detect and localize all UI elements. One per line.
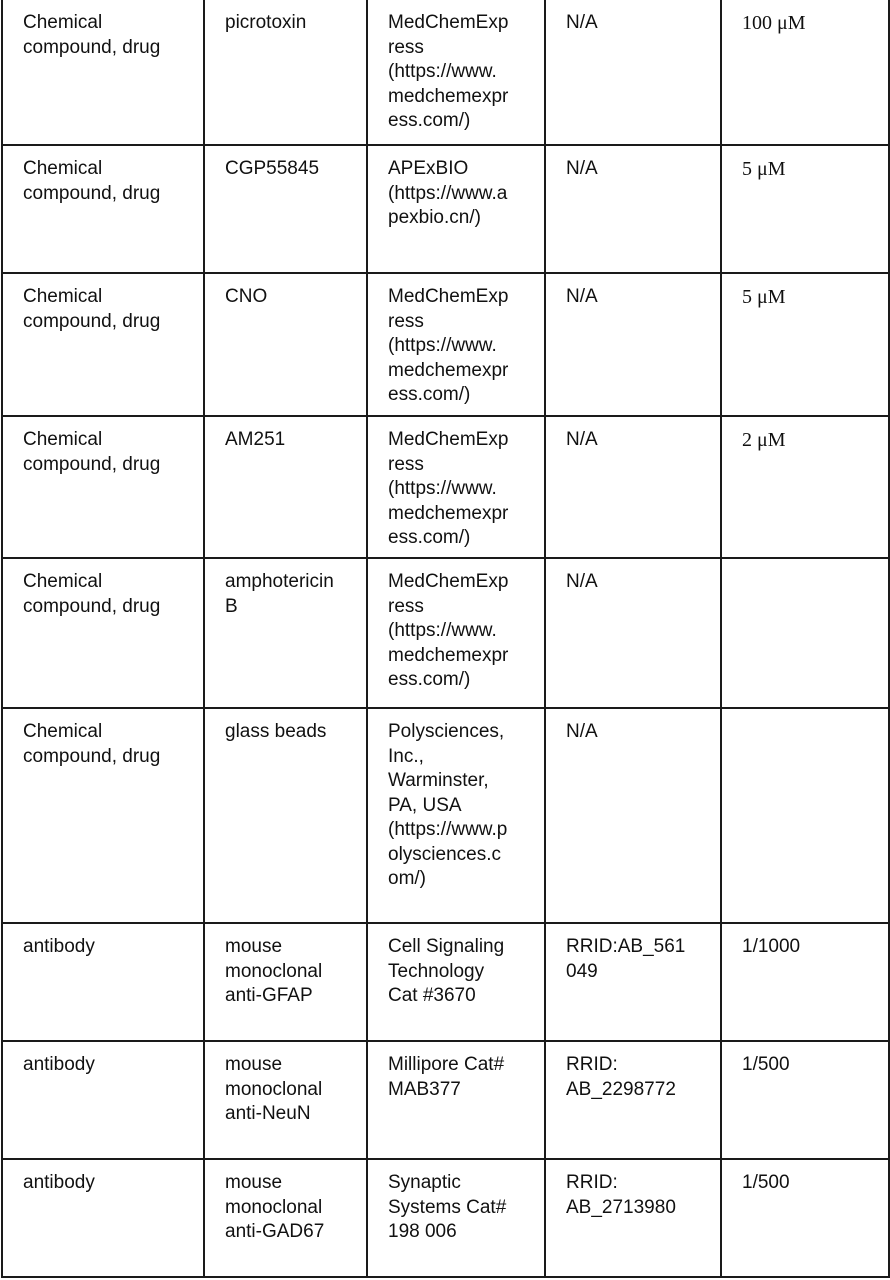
cell-reagent-type: antibody xyxy=(2,1159,204,1277)
table-row xyxy=(2,416,889,558)
cell-reagent-type: Chemical compound, drug xyxy=(2,558,204,708)
cell-reagent-type: Chemical compound, drug xyxy=(2,273,204,416)
cell-identifier: N/A xyxy=(545,273,721,416)
cell-designation: CNO xyxy=(204,273,367,416)
cell-source: MedChemExp ress (https://www. medchemexpr ess.com/) xyxy=(367,558,545,708)
cell-identifier: N/A xyxy=(545,416,721,558)
cell-designation: AM251 xyxy=(204,416,367,558)
cell-source: MedChemExp ress (https://www. medchemexpr ess.com/) xyxy=(367,273,545,416)
cell-reagent-type: antibody xyxy=(2,1041,204,1159)
cell-designation: mouse monoclonal anti-GFAP xyxy=(204,923,367,1041)
key-resources-table xyxy=(1,0,890,1278)
cell-reagent-type: Chemical compound, drug xyxy=(2,0,204,145)
table-row xyxy=(2,923,889,1041)
cell-identifier: RRID:AB_561 049 xyxy=(545,923,721,1041)
cell-identifier: RRID: AB_2298772 xyxy=(545,1041,721,1159)
cell-designation: glass beads xyxy=(204,708,367,923)
cell-designation: mouse monoclonal anti-NeuN xyxy=(204,1041,367,1159)
cell-additional-info: 1/500 xyxy=(721,1041,889,1159)
cell-source: Polysciences, Inc., Warminster, PA, USA (https://www.p olysciences.c om/) xyxy=(367,708,545,923)
cell-identifier: N/A xyxy=(545,558,721,708)
cell-reagent-type: Chemical compound, drug xyxy=(2,416,204,558)
cell-designation: amphotericin B xyxy=(204,558,367,708)
table-row xyxy=(2,1159,889,1277)
table-row xyxy=(2,145,889,273)
cell-source: APExBIO (https://www.a pexbio.cn/) xyxy=(367,145,545,273)
cell-identifier: RRID: AB_2713980 xyxy=(545,1159,721,1277)
cell-additional-info: 100 μM xyxy=(721,0,889,145)
cell-source: Synaptic Systems Cat# 198 006 xyxy=(367,1159,545,1277)
cell-identifier: N/A xyxy=(545,708,721,923)
cell-reagent-type: Chemical compound, drug xyxy=(2,708,204,923)
cell-designation: picrotoxin xyxy=(204,0,367,145)
cell-additional-info: 1/500 xyxy=(721,1159,889,1277)
cell-source: Cell Signaling Technology Cat #3670 xyxy=(367,923,545,1041)
cell-identifier: N/A xyxy=(545,145,721,273)
cell-reagent-type: Chemical compound, drug xyxy=(2,145,204,273)
cell-additional-info xyxy=(721,558,889,708)
cell-additional-info: 2 μM xyxy=(721,416,889,558)
cell-source: Millipore Cat# MAB377 xyxy=(367,1041,545,1159)
table-row xyxy=(2,273,889,416)
cell-designation: CGP55845 xyxy=(204,145,367,273)
cell-additional-info: 1/1000 xyxy=(721,923,889,1041)
table-row xyxy=(2,0,889,145)
cell-additional-info: 5 μM xyxy=(721,145,889,273)
cell-additional-info: 5 μM xyxy=(721,273,889,416)
cell-source: MedChemExp ress (https://www. medchemexpr ess.com/) xyxy=(367,416,545,558)
cell-source: MedChemExp ress (https://www. medchemexpr ess.com/) xyxy=(367,0,545,145)
table-row xyxy=(2,558,889,708)
table-row xyxy=(2,1041,889,1159)
cell-identifier: N/A xyxy=(545,0,721,145)
cell-additional-info xyxy=(721,708,889,923)
cell-reagent-type: antibody xyxy=(2,923,204,1041)
cell-designation: mouse monoclonal anti-GAD67 xyxy=(204,1159,367,1277)
table-row xyxy=(2,708,889,923)
